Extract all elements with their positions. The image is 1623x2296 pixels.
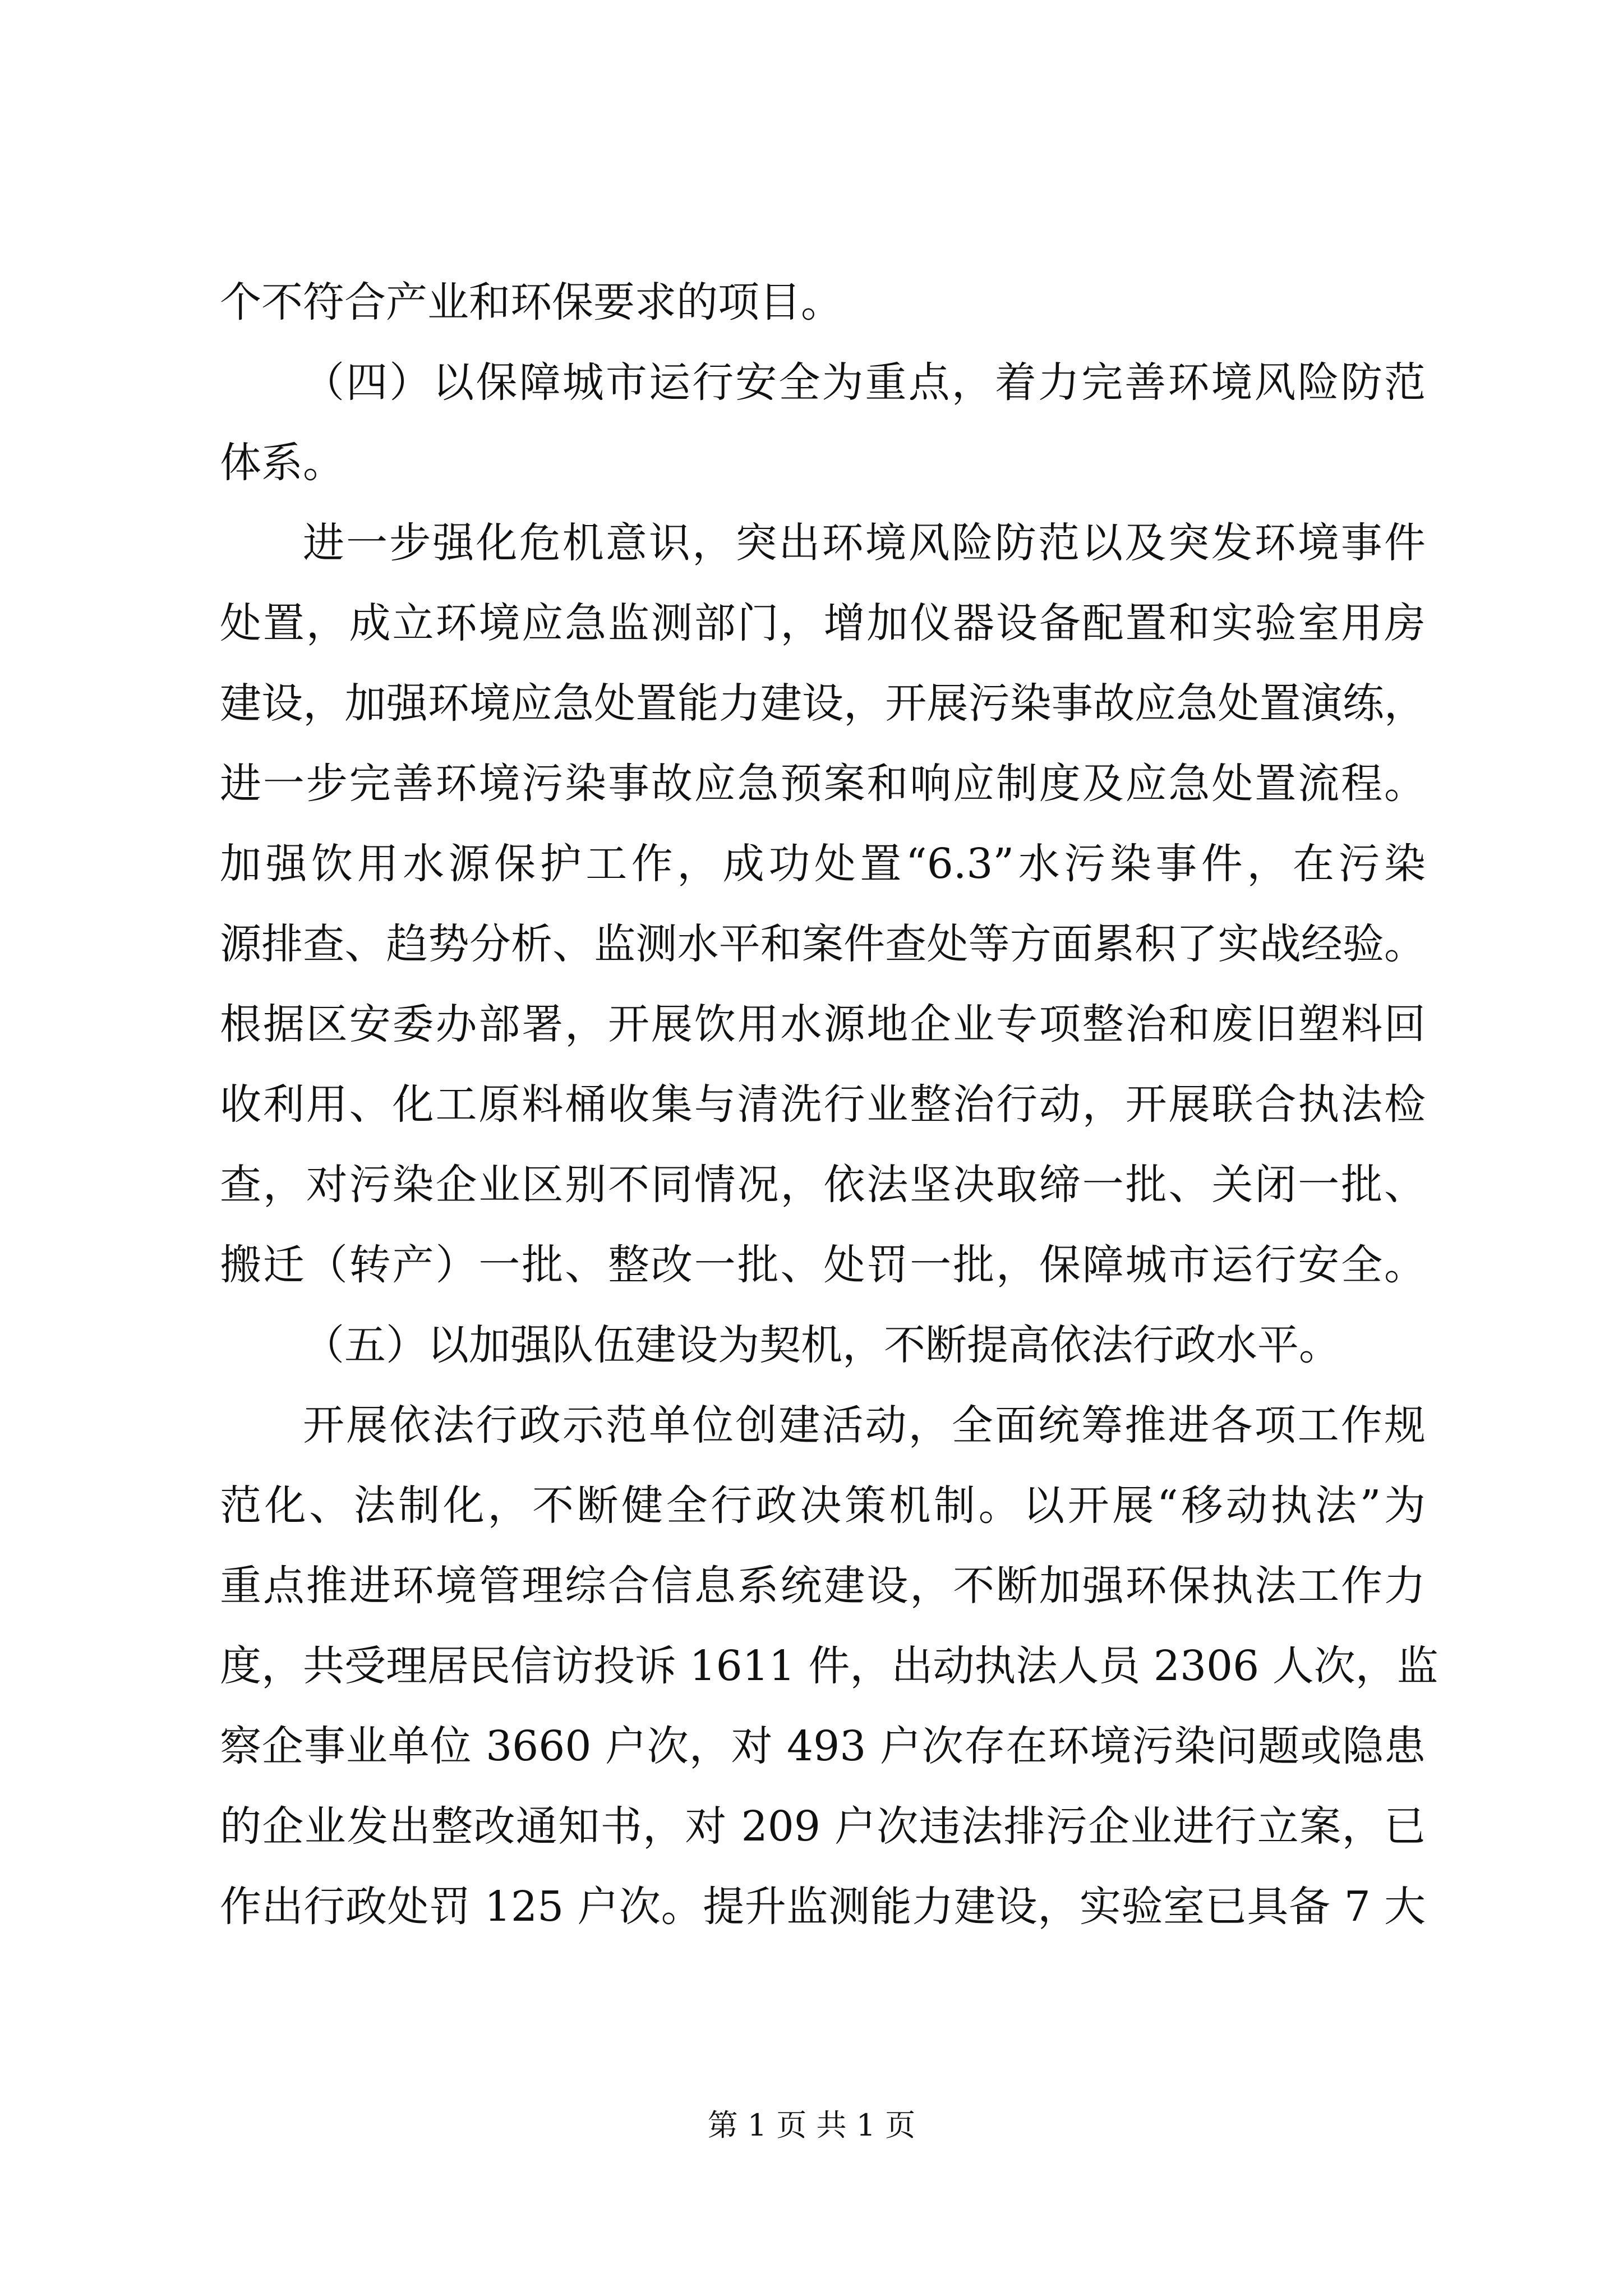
- text-line: 处置，成立环境应急监测部门，增加仪器设备配置和实验室用房: [220, 599, 1426, 647]
- text-line: 加强饮用水源保护工作，成功处置“6.3”水污染事件，在污染: [220, 840, 1426, 888]
- text-line: 源排查、趋势分析、监测水平和案件查处等方面累积了实战经验。: [220, 920, 1426, 968]
- text-line: 度，共受理居民信访投诉 1611 件，出动执法人员 2306 人次，监: [220, 1642, 1438, 1690]
- document-body: [220, 263, 1438, 1947]
- paragraph-start: 进一步强化危机意识，突出环境风险防范以及突发环境事件: [303, 519, 1426, 567]
- text-line: 体系。: [220, 439, 344, 487]
- text-line: 搬迁（转产）一批、整改一批、处罚一批，保障城市运行安全。: [220, 1241, 1426, 1289]
- text-line: 查，对污染企业区别不同情况，依法坚决取缔一批、关闭一批、: [220, 1161, 1426, 1209]
- page-footer: 第 1 页 共 1 页: [707, 2108, 916, 2143]
- text-line: 重点推进环境管理综合信息系统建设，不断加强环保执法工作力: [220, 1562, 1426, 1610]
- section-heading: （五）以加强队伍建设为契机，不断提高依法行政水平。: [303, 1321, 1340, 1369]
- text-line: 察企事业单位 3660 户次，对 493 户次存在环境污染问题或隐患: [220, 1722, 1426, 1770]
- text-line: 范化、法制化，不断健全行政决策机制。以开展“移动执法”为: [220, 1481, 1426, 1530]
- paragraph-start: 开展依法行政示范单位创建活动，全面统筹推进各项工作规: [303, 1401, 1426, 1450]
- text-line: 收利用、化工原料桶收集与清洗行业整治行动，开展联合执法检: [220, 1080, 1426, 1129]
- text-line: 作出行政处罚 125 户次。提升监测能力建设，实验室已具备 7 大: [220, 1883, 1426, 1931]
- section-heading: （四）以保障城市运行安全为重点，着力完善环境风险防范: [303, 358, 1426, 407]
- text-line: 根据区安委办部署，开展饮用水源地企业专项整治和废旧塑料回: [220, 1000, 1426, 1048]
- text-line: 的企业发出整改通知书，对 209 户次违法排污企业进行立案，已: [220, 1802, 1426, 1851]
- text-line: 建设，加强环境应急处置能力建设，开展污染事故应急处置演练，: [220, 679, 1426, 728]
- text-line: 进一步完善环境污染事故应急预案和响应制度及应急处置流程。: [220, 760, 1426, 808]
- text-line: 个不符合产业和环保要求的项目。: [220, 278, 842, 326]
